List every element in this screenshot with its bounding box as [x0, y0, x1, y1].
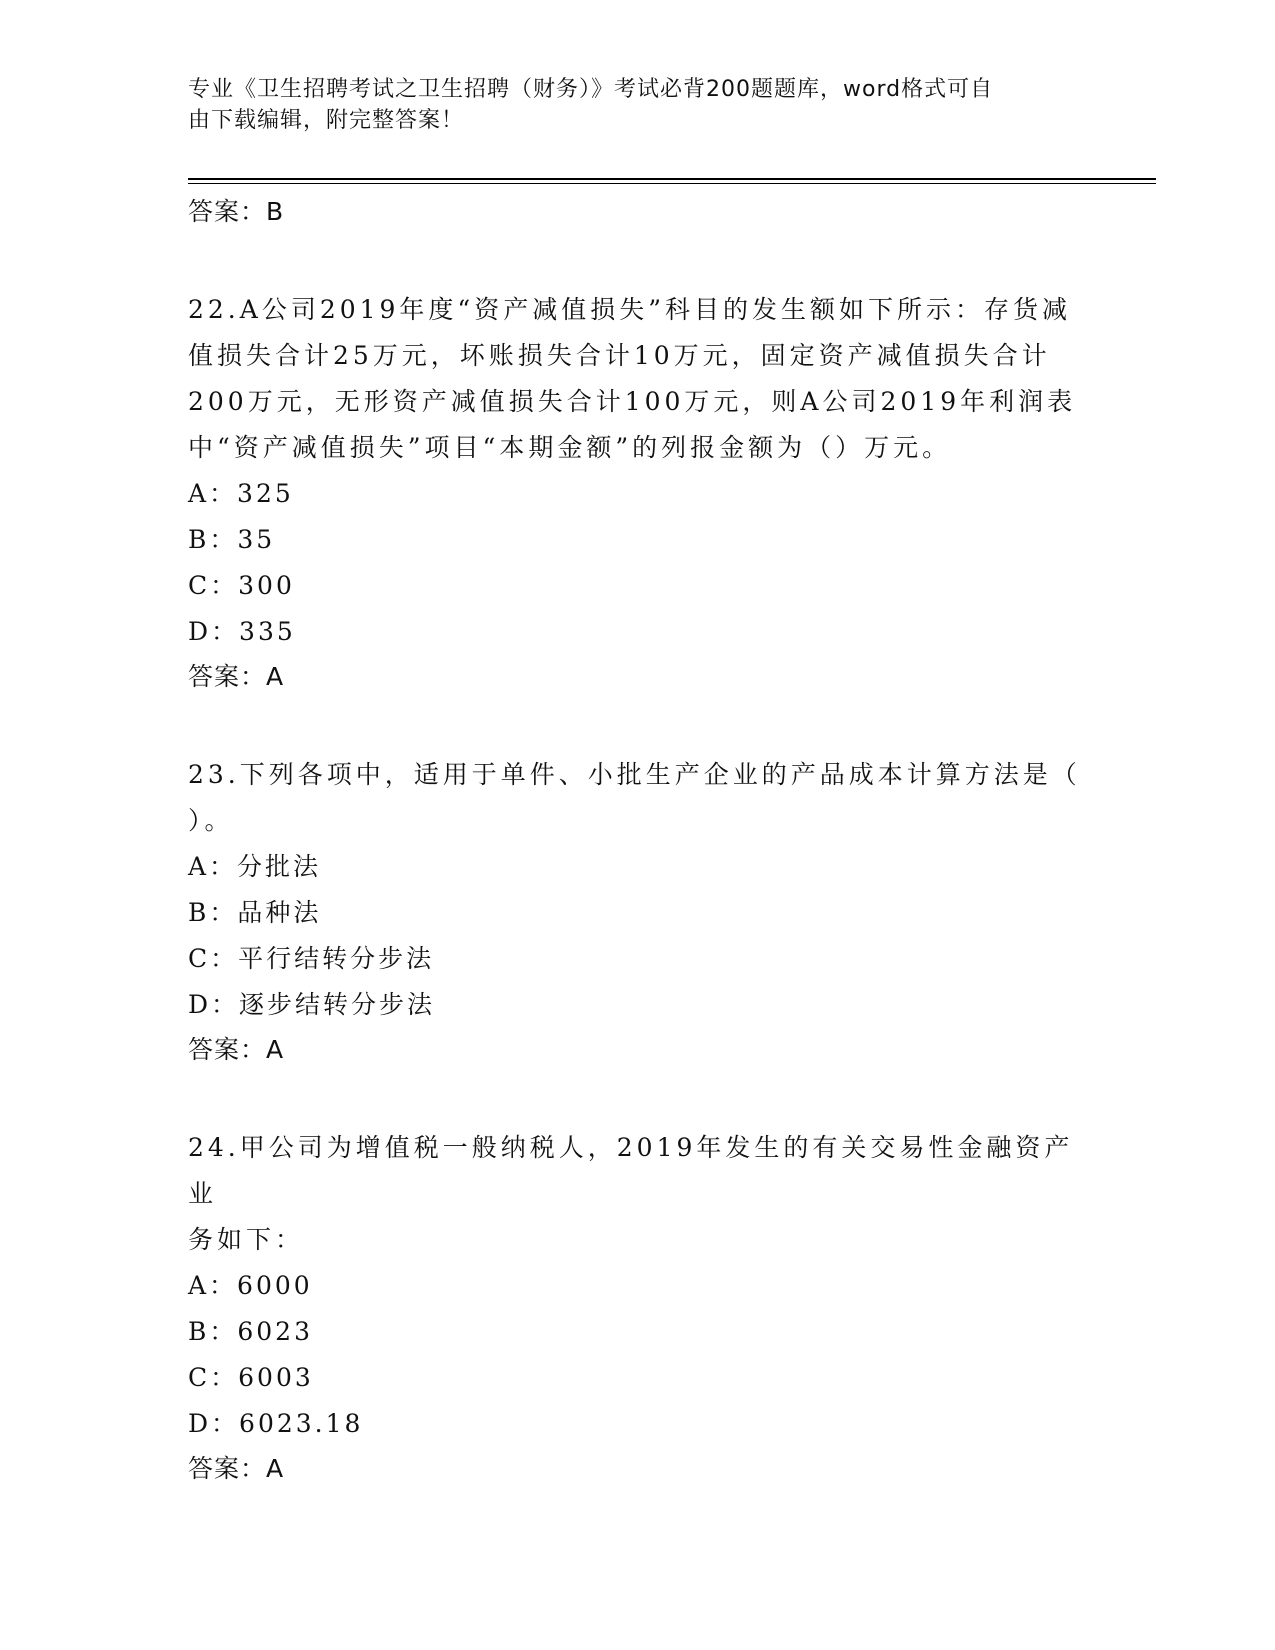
question-line: 24.甲公司为增值税一般纳税人，2019年发生的有关交易性金融资产业 — [188, 1133, 1074, 1208]
answer-text: 答案：A — [188, 662, 285, 691]
option-c: C：平行结转分步法 — [188, 944, 435, 973]
question-line: 务如下： — [188, 1225, 305, 1254]
answer-text: 答案：B — [188, 197, 285, 226]
option-c: C：300 — [188, 571, 295, 600]
question-23 — [188, 752, 1088, 1070]
question-list — [188, 192, 1088, 1544]
question-22 — [188, 287, 1088, 697]
header-divider — [188, 183, 1156, 184]
header-divider — [188, 178, 1156, 180]
header-line: 由下载编辑，附完整答案！ — [188, 108, 465, 133]
question-line: 中“资产减值损失”项目“本期金额”的列报金额为（）万元。 — [188, 433, 952, 462]
option-b: B：品种法 — [188, 898, 322, 927]
option-a: A：6000 — [188, 1271, 313, 1300]
question-stem — [188, 287, 1088, 471]
question-line: 22.A公司2019年度“资产减值损失”科目的发生额如下所示：存货减 — [188, 295, 1071, 324]
question-stem — [188, 1125, 1088, 1263]
option-d: D：逐步结转分步法 — [188, 990, 436, 1019]
option-b: B：35 — [188, 525, 276, 554]
option-c: C：6003 — [188, 1363, 314, 1392]
option-a: A：分批法 — [188, 852, 322, 881]
question-line: 200万元，无形资产减值损失合计100万元，则A公司2019年利润表 — [188, 387, 1077, 416]
answer-text: 答案：A — [188, 1035, 285, 1064]
option-d: D：335 — [188, 617, 296, 646]
option-a: A：325 — [188, 479, 294, 508]
header-line: 专业《卫生招聘考试之卫生招聘（财务）》考试必背200题题库，word格式可自 — [188, 77, 994, 102]
question-24 — [188, 1125, 1088, 1489]
answer-text: 答案：A — [188, 1454, 285, 1483]
option-b: B：6023 — [188, 1317, 313, 1346]
question-line: ）。 — [188, 806, 234, 835]
option-d: D：6023.18 — [188, 1409, 364, 1438]
question-line: 23.下列各项中，适用于单件、小批生产企业的产品成本计算方法是（ — [188, 760, 1081, 789]
question-line: 值损失合计25万元，坏账损失合计10万元，固定资产减值损失合计 — [188, 341, 1051, 370]
page-header — [188, 74, 1068, 136]
question-stem — [188, 752, 1088, 844]
